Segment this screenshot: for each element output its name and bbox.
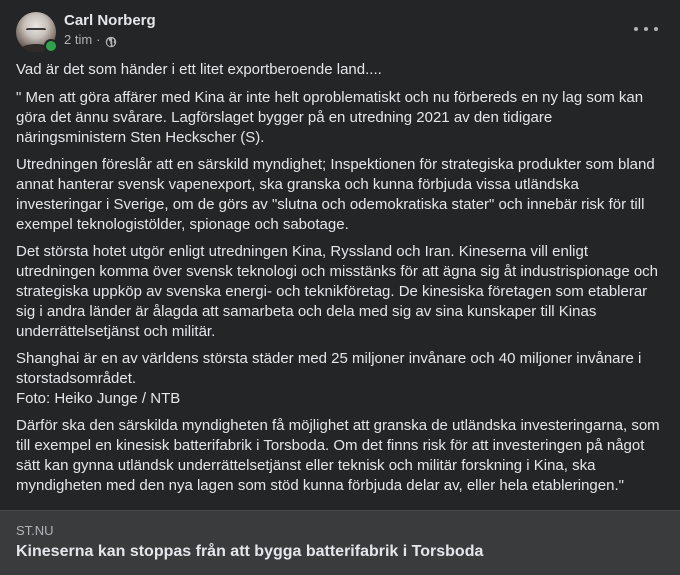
link-source: ST.NU	[16, 523, 54, 538]
more-dot-icon	[644, 27, 648, 31]
post-header	[16, 12, 156, 52]
online-status-icon	[44, 39, 58, 53]
avatar-glasses	[26, 28, 46, 34]
globe-icon[interactable]	[105, 36, 117, 48]
author-name[interactable]: Carl Norberg	[64, 12, 156, 29]
more-options-button[interactable]	[634, 22, 658, 36]
link-title[interactable]: Kineserna kan stoppas från att bygga batterifabrik i Torsboda	[16, 543, 484, 560]
post-paragraph: Vad är det som händer i ett litet exportberoende land....	[16, 61, 382, 78]
separator-dot: ·	[96, 32, 101, 47]
post-paragraph: " Men att göra affärer med Kina är inte helt oproblematiskt och nu förbereds en ny lag som kan göra det ännu svårare. Lagförslaget bygger på en utredning 2021 av den tidigare näringsministern Sten Heckscher (S).	[16, 89, 644, 146]
post-body	[16, 60, 664, 503]
post-subline	[64, 32, 156, 48]
more-dot-icon	[654, 27, 658, 31]
link-preview-card[interactable]	[0, 510, 680, 575]
more-dot-icon	[634, 27, 638, 31]
post-paragraph: Utredningen föreslår att en särskild myndighet; Inspektionen för strategiska produkter som bland annat hanterar svensk vapenexport, ska granska och kunna förbjuda vissa utländska investeringar i Sverige, om de görs av "slutna och odemokratiska stater" och innebär risk för till exempel teknologistölder, spionage och sabotage.	[16, 156, 655, 233]
post-paragraph: Shanghai är en av världens största städer med 25 miljoner invånare och 40 miljoner invånare i storstadsområdet.	[16, 350, 642, 387]
post-timestamp[interactable]: 2 tim	[64, 32, 93, 47]
post-paragraph: Det största hotet utgör enligt utredningen Kina, Ryssland och Iran. Kineserna vill enligt utredningen komma över svensk teknologi och misstänks för att ägna sig åt industrispionage och strategiska uppköp av svenska energi- och teknikföretag. De kinesiska företagen som etablerar sig i andra länder är ålagda att samarbeta och dela med sig av sina kunskaper till Kinas underrättelsetjänst och militär.	[16, 243, 659, 340]
post-paragraph: Därför ska den särskilda myndigheten få möjlighet att granska de utländska investeringarna, som till exempel en kinesisk batterifabrik i Torsboda. Om det finns risk för att investeringen på något sätt kan gynna utländsk underrättelsetjänst eller teknisk och militär forskning i Kina, ska myndigheten med den nya lagen som stöd kunna förbjuda delar av, eller hela etableringen."	[16, 417, 660, 494]
author-avatar-wrap[interactable]	[16, 12, 56, 52]
post-meta	[64, 12, 156, 48]
photo-credit: Foto: Heiko Junge / NTB	[16, 390, 181, 407]
